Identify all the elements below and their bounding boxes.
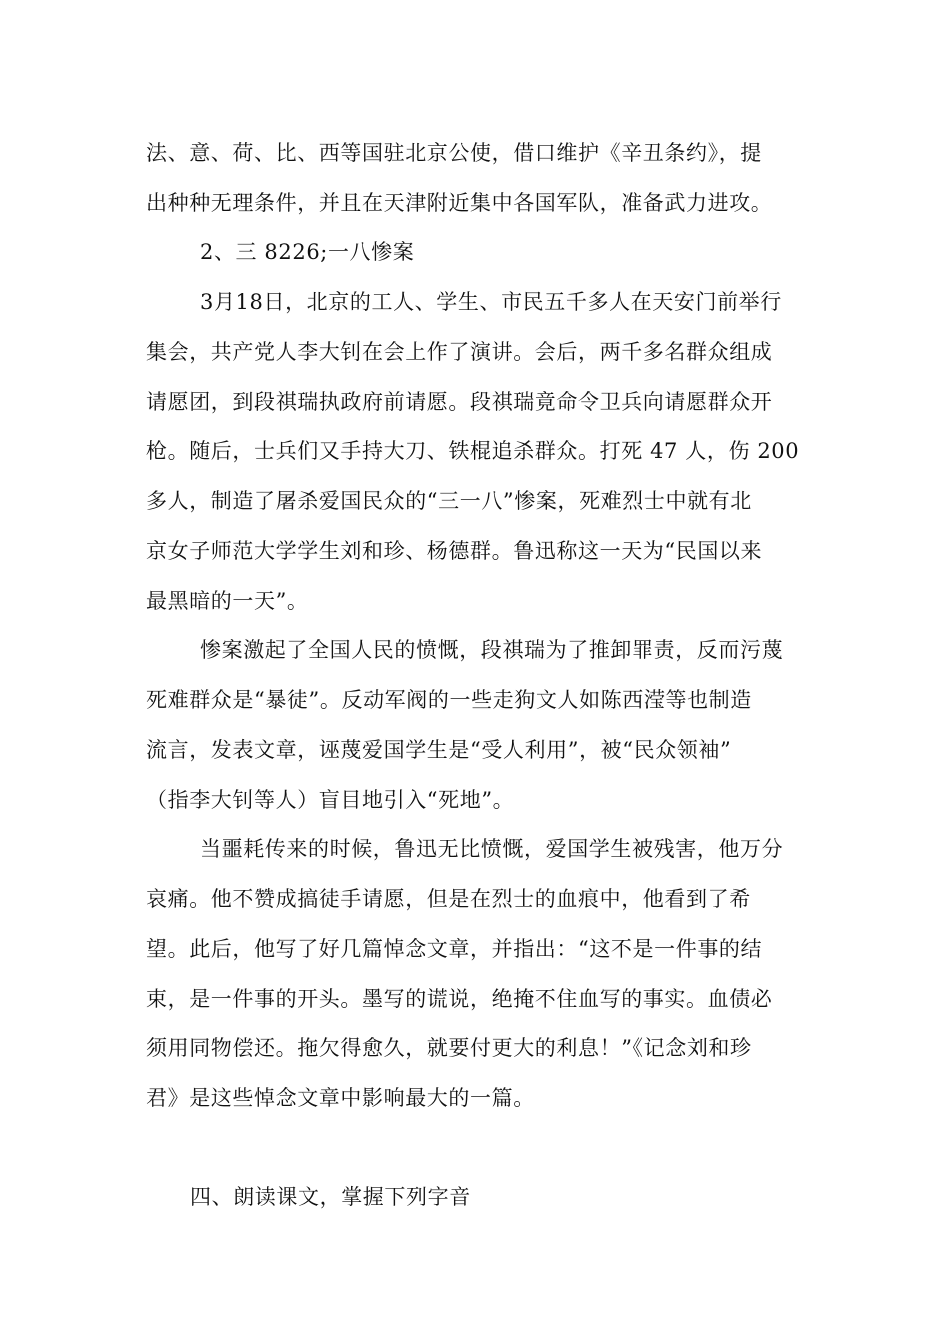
text-line: 惨案激起了全国人民的愤慨，段祺瑞为了推卸罪责，反而污蔑 <box>200 638 784 662</box>
text-line: 集会，共产党人李大钊在会上作了演讲。会后，两千多名群众组成 <box>146 340 773 364</box>
text-line: 君》是这些悼念文章中影响最大的一篇。 <box>146 1086 535 1110</box>
section-heading: 四、朗读课文，掌握下列字音 <box>190 1185 471 1209</box>
text-line: 请愿团，到段祺瑞执政府前请愿。段祺瑞竟命令卫兵向请愿群众开 <box>146 390 773 414</box>
text-line: 出种种无理条件，并且在天津附近集中各国军队，准备武力进攻。 <box>146 191 773 215</box>
text-line: 死难群众是“暴徒”。反动军阀的一些走狗文人如陈西滢等也制造 <box>146 688 752 712</box>
text-line: 多人，制造了屠杀爱国民众的“三一八”惨案，死难烈士中就有北 <box>146 489 752 513</box>
text-line: 束，是一件事的开头。墨写的谎说，绝掩不住血写的事实。血债必 <box>146 987 773 1011</box>
text-line: 枪。随后，士兵们又手持大刀、铁棍追杀群众。打死 47 人，伤 200 <box>146 439 800 463</box>
text-line: 须用同物偿还。拖欠得愈久，就要付更大的利息！”《记念刘和珍 <box>146 1036 752 1060</box>
section-heading: 2、三 8226;一八惨案 <box>200 240 415 264</box>
text-line: 最黑暗的一天”。 <box>146 589 309 613</box>
text-line: 望。此后，他写了好几篇悼念文章，并指出：“这不是一件事的结 <box>146 937 763 961</box>
text-line: 流言，发表文章，诬蔑爱国学生是“受人利用”，被“民众领袖” <box>146 738 732 762</box>
text-line: 3月18日，北京的工人、学生、市民五千多人在天安门前举行 <box>200 290 782 314</box>
text-line: （指李大钊等人）盲目地引入“死地”。 <box>146 788 515 812</box>
text-line: 法、意、荷、比、西等国驻北京公使，借口维护《辛丑条约》，提 <box>146 141 762 165</box>
text-line: 当噩耗传来的时候，鲁迅无比愤慨，爱国学生被残害，他万分 <box>200 837 784 861</box>
text-line: 京女子师范大学学生刘和珍、杨德群。鲁迅称这一天为“民国以来 <box>146 539 763 563</box>
text-line: 哀痛。他不赞成搞徒手请愿，但是在烈士的血痕中，他看到了希 <box>146 887 751 911</box>
